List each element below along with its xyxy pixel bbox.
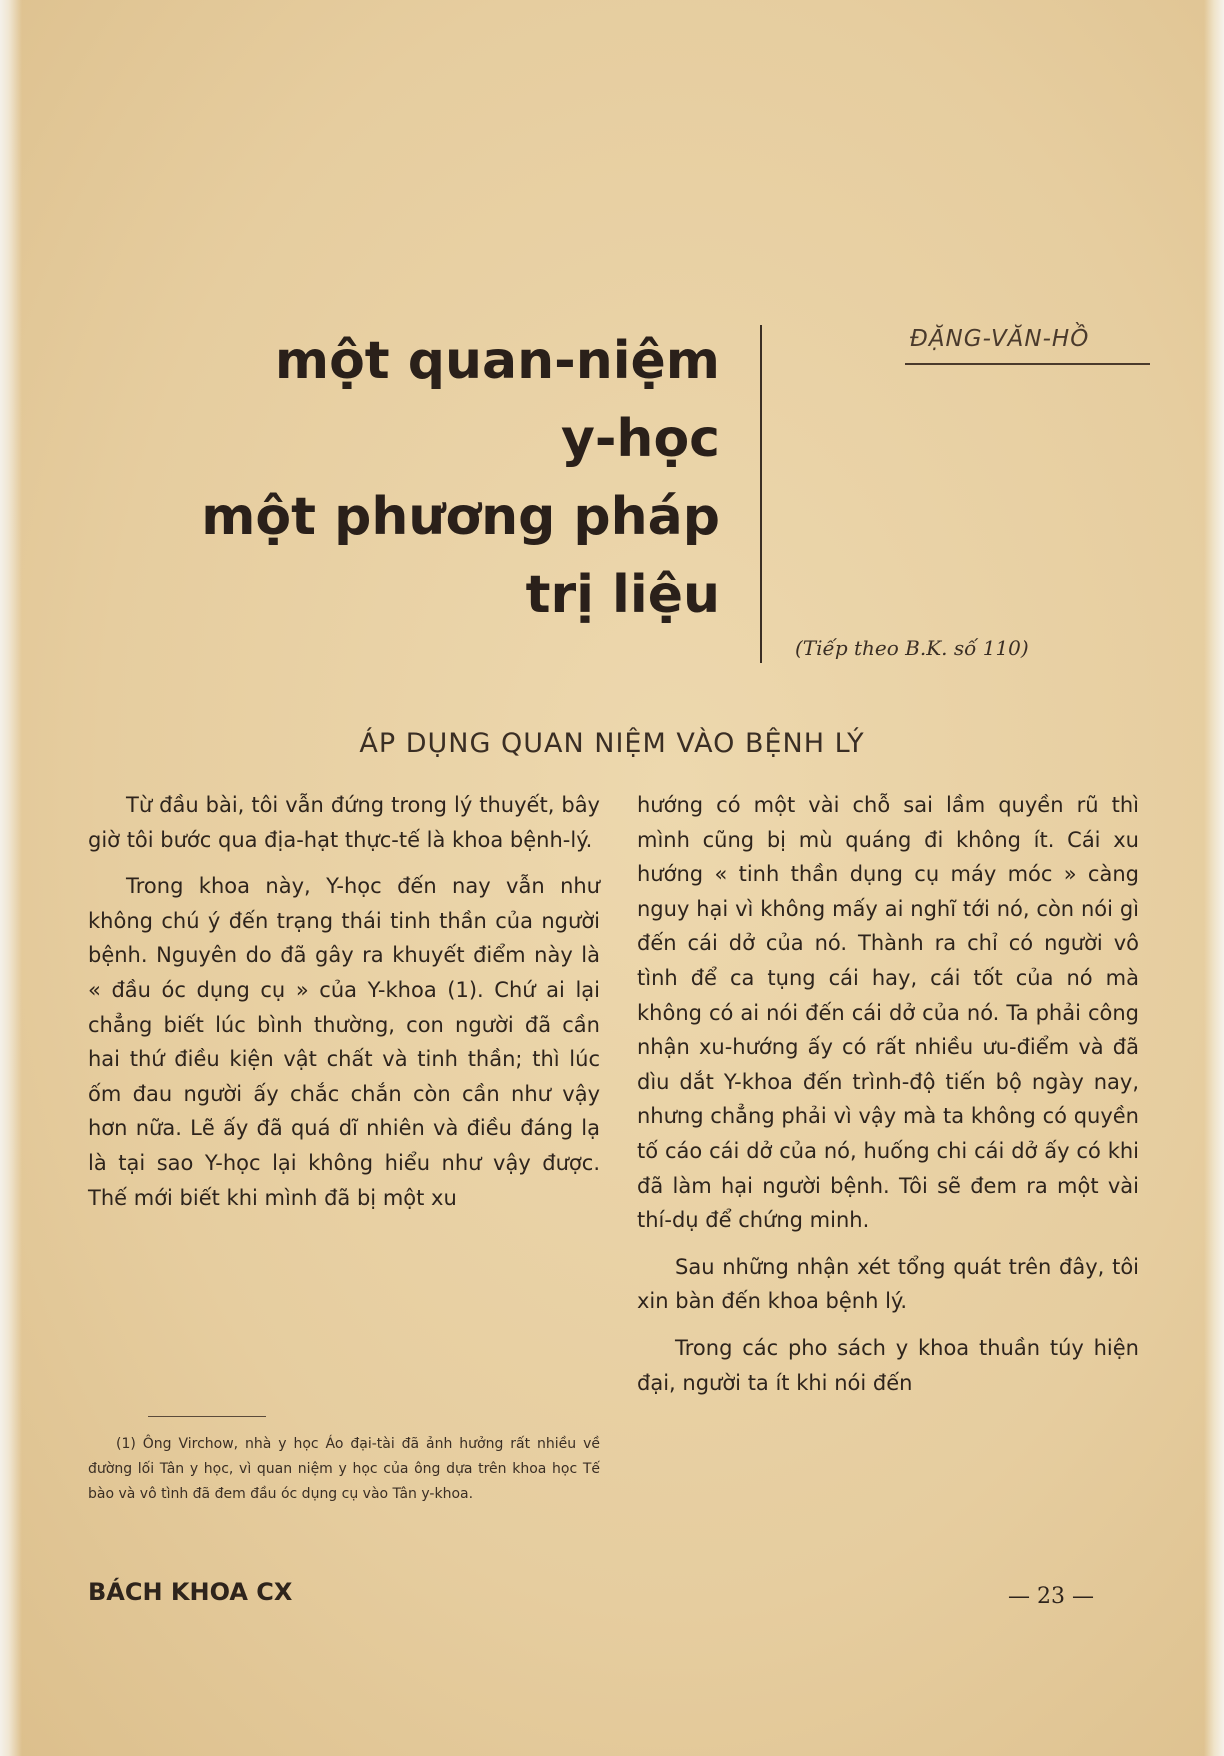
page-number: — 23 — [1008,1584,1094,1609]
continued-note: (Tiếp theo B.K. số 110) [795,636,1029,660]
title-line-3: một phương pháp [201,487,720,547]
right-paragraph-2: Sau những nhận xét tổng quát trên đây, tôi xin bàn đến khoa bệnh lý. [637,1254,1139,1314]
section-heading: ÁP DỤNG QUAN NIỆM VÀO BỆNH LÝ [359,728,865,759]
paper-edge-left [0,0,22,1756]
author-name: ĐẶNG-VĂN-HỒ [910,326,1090,352]
article-title [150,322,720,634]
left-paragraph-1: Từ đầu bài, tôi vẫn đứng trong lý thuyết, bây giờ tôi bước qua địa-hạt thực-tế là khoa bệnh-lý. [88,793,600,852]
footnote-divider [148,1416,266,1417]
title-line-1: một quan-niệm [274,331,720,391]
title-line-4: trị liệu [525,565,720,625]
author-underline [905,363,1150,365]
paper-edge-right [1204,0,1224,1756]
footnote: (1) Ông Virchow, nhà y học Áo đại-tài đã ảnh hưởng rất nhiều về đường lối Tân y học, vì quan niệm y học của ông dựa trên khoa học Tế bào và vô tình đã đem đầu óc dụng cụ vào Tân y-khoa. [88,1436,600,1502]
right-paragraph-1: hướng có một vài chỗ sai lầm quyền rũ thì mình cũng bị mù quáng đi không ít. Cái xu hướng « tinh thần dụng cụ máy móc » càng nguy hại vì không mấy ai nghĩ tới nó, còn nói gì đến cái dở của nó. Thành ra chỉ có người vô tình để ca tụng cái hay, cái tốt của nó mà không có ai nói đến cái dở của nó. Ta phải công nhận xu-hướng ấy có rất nhiều ưu-điểm và đã dìu dắt Y-khoa đến trình-độ tiến bộ ngày nay, nhưng chẳng phải vì vậy mà ta không có quyền tố cáo cái dở của nó, huống chi cái dở ấy có khi đã làm hại người bệnh. Tôi sẽ đem ra một vài thí-dụ để chứng minh. [637,793,1139,1233]
right-column [637,788,1139,1412]
title-divider [760,325,762,663]
left-paragraph-2: Trong khoa này, Y-học đến nay vẫn như không chú ý đến trạng thái tinh thần của người bệnh. Nguyên do đã gây ra khuyết điểm này là « đầu óc dụng cụ » của Y-khoa (1). Chứ ai lại chẳng biết lúc bình thường, con người đã cần hai thứ điều kiện vật chất và tinh thần; thì lúc ốm đau người ấy chắc chắn còn cần như vậy hơn nữa. Lẽ ấy đã quá dĩ nhiên và điều đáng lạ là tại sao Y-học lại không hiểu như vậy được. Thế mới biết khi mình đã bị một xu [88,874,600,1210]
magazine-name: BÁCH KHOA CX [88,1578,293,1606]
right-paragraph-3: Trong các pho sách y khoa thuần túy hiện đại, người ta ít khi nói đến [637,1335,1139,1395]
title-line-2: y-học [560,409,720,469]
left-column [88,788,600,1227]
